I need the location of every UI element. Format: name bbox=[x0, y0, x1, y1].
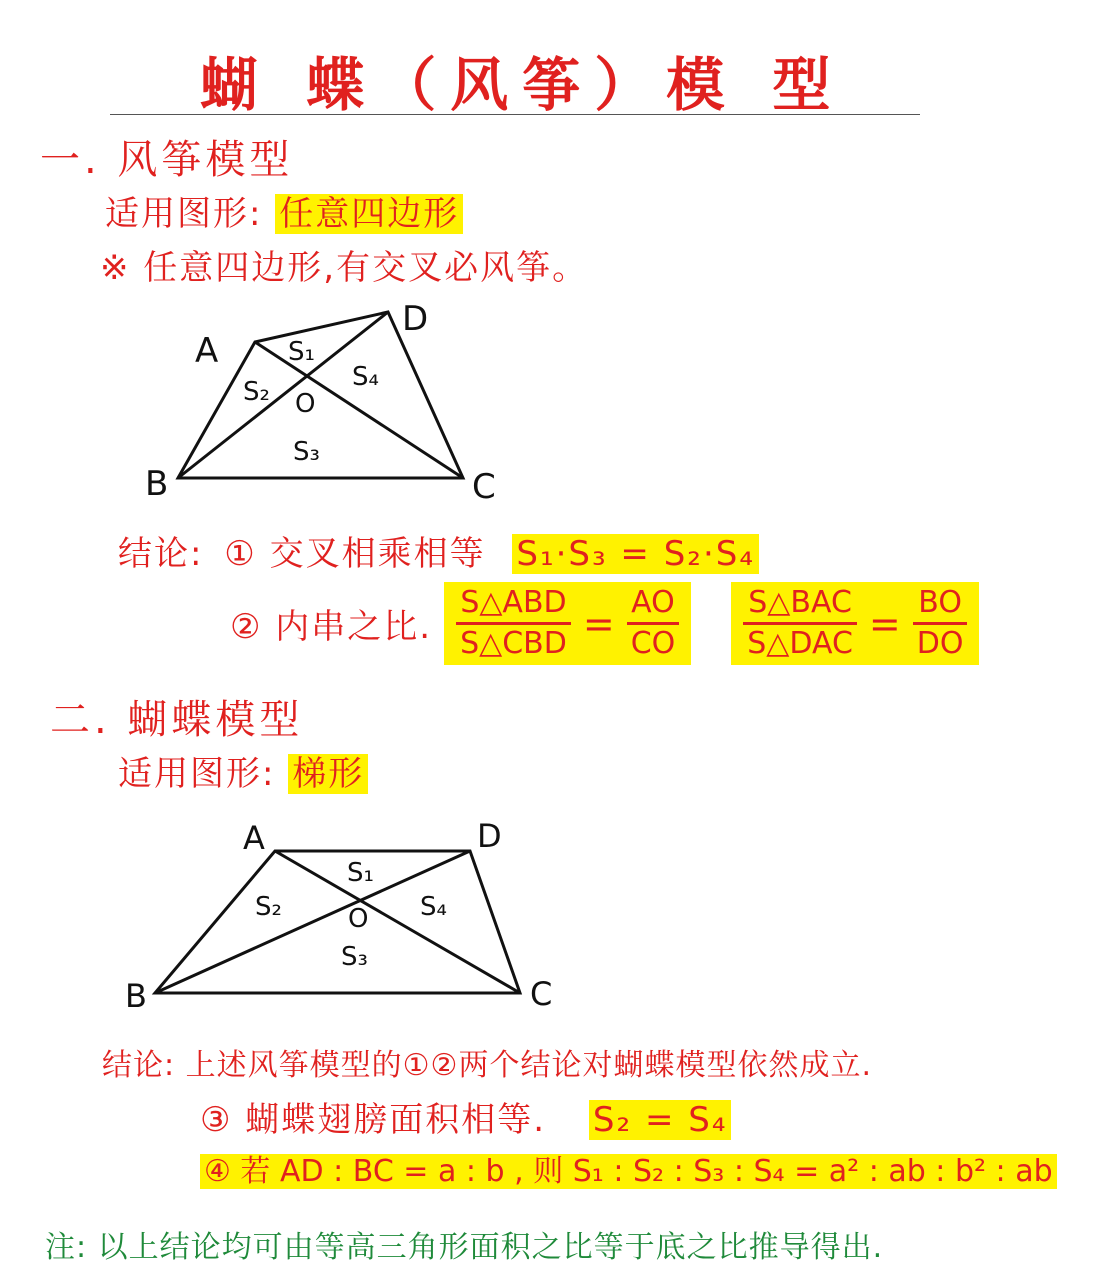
section1-c1-text: ① 交叉相乘相等 bbox=[224, 534, 486, 574]
section1-note: ※ 任意四边形,有交叉必风筝。 bbox=[100, 248, 589, 288]
section1-conclusion-label: 结论: bbox=[118, 534, 204, 574]
title-divider bbox=[110, 114, 920, 115]
section2-conclusion3 bbox=[200, 1092, 731, 1141]
kite-figure bbox=[140, 290, 520, 510]
kite-region-s2: S₂ bbox=[243, 377, 270, 407]
trapezoid-outline bbox=[155, 851, 520, 993]
frac2-equals: = bbox=[868, 601, 901, 646]
frac1-ratio-denominator: CO bbox=[630, 626, 676, 661]
trapezoid-label-o: O bbox=[348, 904, 369, 934]
section2-conclusion bbox=[102, 1040, 872, 1084]
frac2-ratio-numerator: BO bbox=[918, 585, 962, 620]
kite-label-d: D bbox=[402, 299, 429, 339]
section2-applicable bbox=[118, 746, 368, 795]
section2-conclusion4 bbox=[200, 1146, 1057, 1190]
frac1-denominator: S△CBD bbox=[460, 626, 567, 661]
kite-label-a: A bbox=[195, 331, 219, 371]
fraction-group-2 bbox=[731, 582, 979, 665]
frac1-numerator: S△ABD bbox=[460, 585, 567, 620]
section2-applicable-label: 适用图形: bbox=[118, 754, 276, 794]
butterfly-trapezoid bbox=[155, 851, 520, 993]
section1-conclusion1 bbox=[118, 526, 759, 575]
section2-applicable-value: 梯形 bbox=[288, 754, 368, 794]
fraction-group-1 bbox=[444, 582, 691, 665]
kite-label-c: C bbox=[472, 467, 496, 507]
trapezoid-region-s4: S₄ bbox=[420, 892, 447, 922]
kite-label-b: B bbox=[145, 464, 169, 504]
frac2-numerator: S△BAC bbox=[748, 585, 852, 620]
frac1-ratio-numerator: AO bbox=[631, 585, 675, 620]
section1-applicable-label: 适用图形: bbox=[105, 194, 263, 234]
trapezoid-label-a: A bbox=[243, 819, 265, 857]
frac1-equals: = bbox=[582, 601, 615, 646]
section2-c3-formula: S₂ = S₄ bbox=[589, 1100, 732, 1140]
trapezoid-region-s2: S₂ bbox=[255, 892, 282, 922]
kite-region-s1: S₁ bbox=[288, 337, 315, 367]
section1-applicable bbox=[105, 186, 463, 235]
section1-heading: 一. 风筝模型 bbox=[40, 137, 294, 183]
trapezoid-region-s1: S₁ bbox=[347, 858, 374, 888]
frac2-denominator: S△DAC bbox=[747, 626, 853, 661]
section2-c3-text: ③ 蝴蝶翅膀面积相等. bbox=[200, 1100, 547, 1140]
section2-conclusion-text: 上述风筝模型的①②两个结论对蝴蝶模型依然成立. bbox=[185, 1048, 872, 1083]
section2-heading: 二. 蝴蝶模型 bbox=[50, 697, 304, 743]
section1-conclusion2 bbox=[230, 582, 979, 665]
kite-region-s4: S₄ bbox=[352, 362, 379, 392]
page-title: 蝴 蝶（风筝）模 型 bbox=[200, 51, 845, 119]
kite-region-s3: S₃ bbox=[293, 437, 320, 467]
trapezoid-label-b: B bbox=[125, 977, 147, 1015]
frac2-ratio-denominator: DO bbox=[916, 626, 964, 661]
kite-label-o: O bbox=[295, 389, 316, 419]
section2-c4-text: ④ 若 AD : BC = a : b , 则 S₁ : S₂ : S₃ : S₄ = a² : ab : b² : ab bbox=[200, 1154, 1057, 1189]
trapezoid-region-s3: S₃ bbox=[341, 942, 368, 972]
butterfly-figure bbox=[115, 815, 575, 1015]
section1-c1-formula: S₁·S₃ = S₂·S₄ bbox=[512, 534, 759, 574]
section1-applicable-value: 任意四边形 bbox=[275, 194, 463, 234]
section1-c2-text: ② 内串之比. bbox=[230, 607, 433, 647]
trapezoid-label-c: C bbox=[530, 975, 553, 1013]
trapezoid-label-d: D bbox=[477, 817, 502, 855]
footnote: 注: 以上结论均可由等高三角形面积之比等于底之比推导得出. bbox=[45, 1230, 884, 1265]
section2-conclusion-label: 结论: bbox=[102, 1048, 176, 1083]
